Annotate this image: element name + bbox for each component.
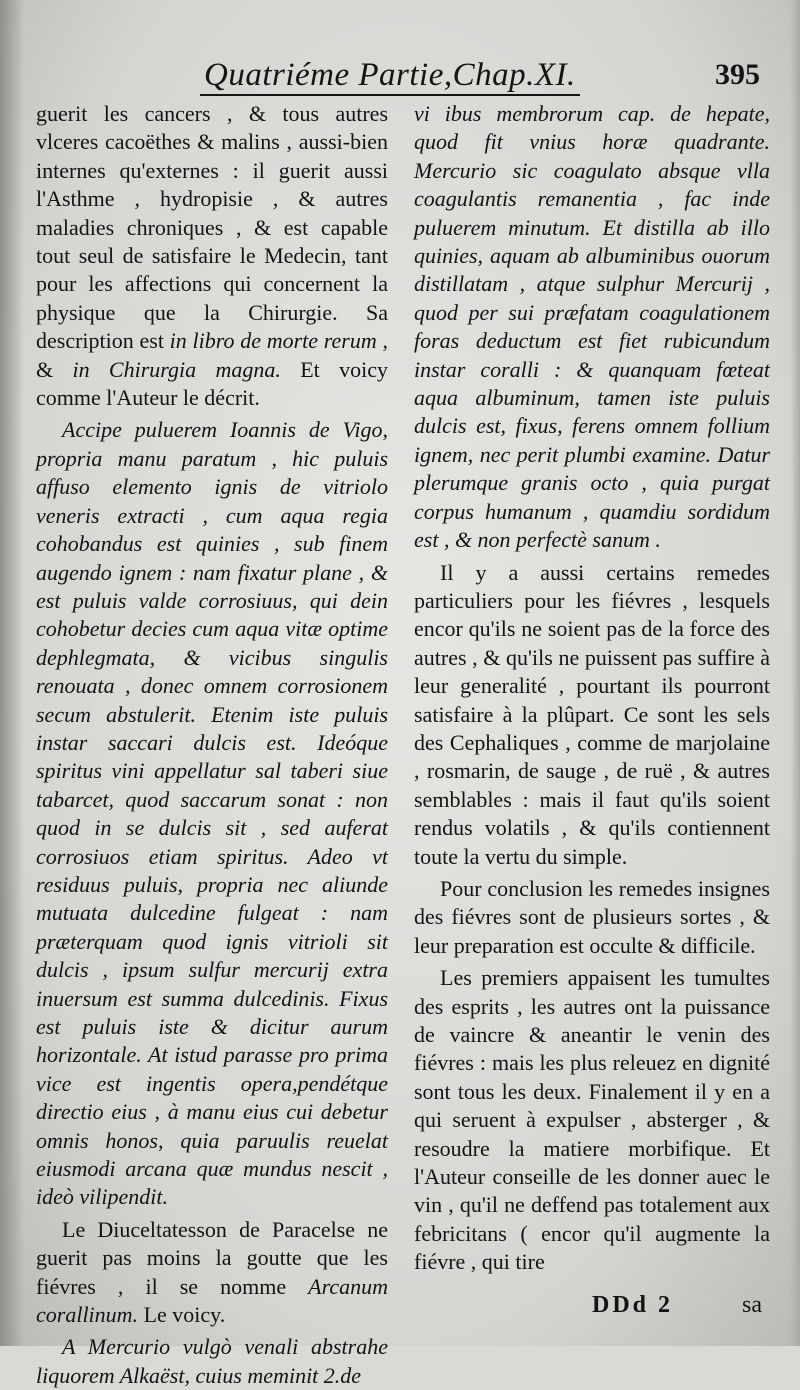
catchword: sa [742, 1292, 762, 1318]
left-paragraph-3 [36, 1216, 388, 1330]
left-p1-text-a: guerit les cancers , & tous autres vlceres cacoëthes & malins , aussi-bien internes qu'externes : il guerit aussi l'Asthme , hydropisie , & autres maladies chroniques , & est capable tout seul de satisfaire le Medecin, tant pour les affections qui concernent la physique que la Chirurgie. Sa description est [36, 101, 388, 354]
right-paragraph-3: Pour conclusion les remedes insignes des fiévres sont de plusieurs sortes , & leur preparation est occulte & difficile. [414, 875, 770, 958]
left-p1-latin-ref-2: in Chirurgia magna. [72, 356, 281, 382]
left-paragraph-1 [36, 100, 388, 412]
left-p1-latin-ref-1: in libro de morte rerum [169, 328, 377, 354]
left-p3-text-c: Le voicy. [138, 1302, 226, 1328]
page-edge-shadow [790, 0, 800, 1346]
right-column [414, 100, 770, 1277]
left-latin-recipe-2: A Mercurio vulgò venali abstrahe liquorem Alkaëst, cuius meminit 2.de [36, 1334, 388, 1388]
page-number: 395 [715, 58, 760, 91]
left-latin-recipe: Accipe puluerem Ioannis de Vigo, propria manu paratum , hic puluis affuso elemento ignis de vitriolo veneris extracti , cum aqua regia cohobandus est quinies , sub finem augendo ignem : nam fixatur plane , & est puluis valde corrosiuus, qui dein cohobetur decies cum aqua vitæ optime dephlegmata, & vicibus singulis renouata , donec omnem corrosionem secum abstulerit. Etenim iste puluis instar saccari dulcis est. Ideóque spiritus vini appellatur sal taberi siue tabarcet, quod saccarum sonat : non quod in se dulcis sit , sed auferat corrosiuos etiam spiritus. Adeo vt residuus puluis, propria nec aliunde mutuata dulcedine fulgeat : nam præterquam quod ignis vitrioli sit dulcis , ipsum sulfur mercurij extra inuersum est summa dulcedinis. Fixus est puluis iste & dicitur aurum horizontale. At istud parasse pro prima vice est ingentis opera,pendétque directio eius , à manu eius cui debetur omnis honos, quia paruulis reuelat eiusmodi arcana quæ mundus nescit , ideò vilipendit. [36, 417, 388, 1210]
left-p1-text-e: Et voicy comme l'Auteur le décrit. [36, 356, 388, 411]
running-head: Quatriéme Partie,Chap.XI. [200, 56, 580, 96]
left-p1-text-c: , & [36, 328, 389, 382]
left-p3-latin-name: Arcanum corallinum. [36, 1273, 388, 1328]
right-latin-continuation: vi ibus membrorum cap. de hepate, quod fit vnius horæ quadrante. Mercurio sic coagulato absque vlla coagulantis remanentia , fac inde puluerem minutum. Et distilla ab illo quinies, aquam ab albuminibus ouorum distillatam , atque sulphur Mercurij , quod per sui præfatam coagulationem foras deductum est fiet rubicundum instar coralli : & quanquam fœteat aqua albuminum, tamen iste puluis dulcis est, fixus, ferens omnem follium ignem, nec perit plumbi examine. Datur plerumque granis octo , quia purgat corpus humanum , quamdiu sordidum est , & non perfectè sanum . [414, 101, 770, 553]
right-paragraph-2: Il y a aussi certains remedes particuliers pour les fiévres , lesquels encor qu'ils ne soient pas de la force des autres , & qu'ils ne puissent pas suffire à leur generalité , pourtant ils pourront satisfaire à la plûpart. Ce sont les sels des Cephaliques , comme de marjolaine , rosmarin, de sauge , de ruë , & autres semblables : mais il faut qu'ils soient rendus volatils , & qu'ils contiennent toute la vertu du simple. [414, 559, 770, 869]
page-gutter-shadow [0, 0, 24, 1346]
left-p3-text-a: Le Diuceltatesson de Paracelse ne guerit pas moins la goutte que les fiévres , il se nomme [36, 1216, 388, 1299]
signature-mark: DDd 2 [592, 1292, 674, 1318]
left-column [36, 100, 388, 1390]
right-paragraph-4: Les premiers appaisent les tumultes des esprits , les autres ont la puissance de vaincre & aneantir le venin des fiévres : mais les plus releuez en dignité sont tous les deux. Finalement il y en a qui seruent à expulser , absterger , & resoudre la matiere morbifique. Et l'Auteur conseille de les donner auec le vin , qu'il ne deffend pas totalement aux febricitans ( encor qu'il augmente la fiévre , qui tire [414, 965, 770, 1275]
